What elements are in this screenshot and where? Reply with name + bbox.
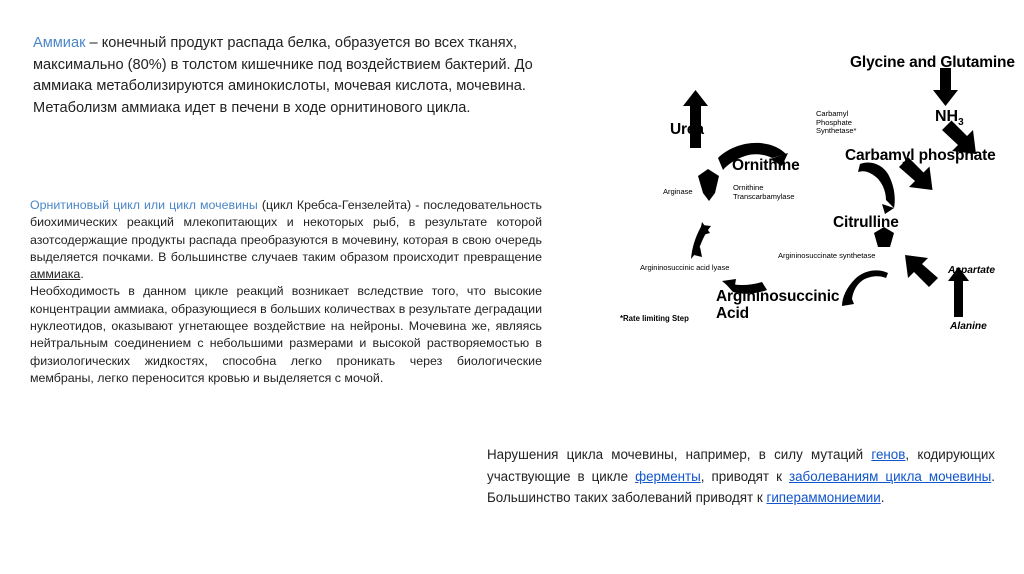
disorders-text-5: .: [880, 490, 885, 505]
cps-line-1: Carbamyl: [816, 109, 849, 118]
label-citrulline: Citrulline: [833, 214, 899, 231]
disorders-text-2: , кодирующих участвующие в цикле: [487, 447, 995, 484]
ornithine-cycle-paragraph: [30, 197, 542, 387]
link-genes[interactable]: генов: [871, 447, 906, 462]
cps-line-3: Synthetase*: [816, 126, 857, 135]
label-carbamyl-phosphate: Carbamyl phosphate: [845, 147, 996, 164]
arrow-aspartate-to-synthetase: [905, 255, 938, 287]
cycle-lead-term: Орнитиновый цикл или цикл мочевины: [30, 198, 258, 212]
label-ornithine-transcarbamylase: [733, 184, 794, 201]
cycle-body-tail: .: [80, 267, 84, 282]
cycle-body-text: (цикл Кребса-Гензелейта) - последовательность биохимических реакций млекопитающих и некоторых рыб, в результате которой азотсодержащие продукты распада преобразуются в мочевину, которая в свою очередь выделяется почками. В большинстве случаев таким образом происходит превращение: [30, 198, 542, 264]
label-alanine: Alanine: [950, 321, 987, 332]
label-nh3: $NH_3$: [935, 108, 964, 129]
intro-lead-term: Аммиак: [33, 35, 86, 51]
disorders-text-4: . Большинство таких заболеваний приводят к: [487, 468, 995, 505]
link-enzymes[interactable]: ферменты: [635, 468, 701, 484]
arrow-ornithine-to-citrulline-curve: [858, 162, 895, 208]
label-argininosuccinic-acid-lyase: Argininosuccinic acid lyase: [640, 263, 730, 272]
intro-paragraph: [33, 33, 553, 119]
link-urea-cycle-diseases[interactable]: заболеваниям цикла мочевины: [788, 468, 992, 484]
urea-cycle-disorders-paragraph: [487, 444, 995, 509]
label-urea: Urea: [670, 121, 704, 138]
urea-cycle-diagram: [620, 36, 1024, 336]
link-hyperammonemia[interactable]: гипераммониемии: [766, 490, 881, 505]
cps-line-2: Phosphate: [816, 117, 852, 127]
cycle-necessity-text: Необходимость в данном цикле реакций возникает вследствие того, что высокие концентрации аммиака, образующиеся в больших количествах в результате деградации нуклеотидов, оказывают угнетающее воздействие на нейроны. Мочевина же, являясь нейтральным соединением с небольшими размерами и высокой растворяемостью в физиологических жидкостях, способна легко проникать через биологические мембраны, легко переносится кровью и выделяется с мочой.: [30, 284, 542, 385]
ammonia-underlined-term: аммиака: [30, 267, 81, 282]
arrow-glycine-to-nh3: [933, 68, 958, 106]
label-glycine-and-glutamine: Glycine and Glutamine: [850, 54, 1015, 71]
arrow-urea-up: [683, 90, 708, 148]
label-carbamyl-phosphate-synthetase: [816, 110, 856, 136]
label-argininosuccinate-synthetase: Argininosuccinate synthetase: [778, 251, 876, 260]
disorders-text-1: Нарушения цикла мочевины, например, в силу мутаций: [487, 447, 872, 462]
asa-line-2: Acid: [716, 305, 749, 323]
otc-line-2: Transcarbamylase: [733, 191, 795, 201]
arrow-arginase-down-chevron: [698, 169, 719, 201]
cycle-definition-text: [30, 197, 542, 283]
otc-line-1: Ornithine: [733, 183, 764, 192]
disorders-text-3: , приводят к: [700, 468, 789, 484]
label-argininosuccinic-acid: [716, 288, 839, 323]
intro-body-text: – конечный продукт распада белка, образуется во всех тканях, максимально (80%) в толстом кишечнике под воздействием бактерий. До аммиака метаболизируются аминокислоты, мочевая кислота, мочевина. Метаболизм аммиака идет в печени в ходе орнитинового цикла.: [33, 35, 533, 116]
label-rate-limiting-step-note: *Rate limiting Step: [620, 314, 689, 323]
asa-line-1: Argininosuccinic: [716, 288, 840, 305]
label-ornithine: Ornithine: [732, 157, 800, 174]
label-arginase: Arginase: [663, 187, 693, 196]
label-aspartate: Aspartate: [948, 265, 995, 276]
